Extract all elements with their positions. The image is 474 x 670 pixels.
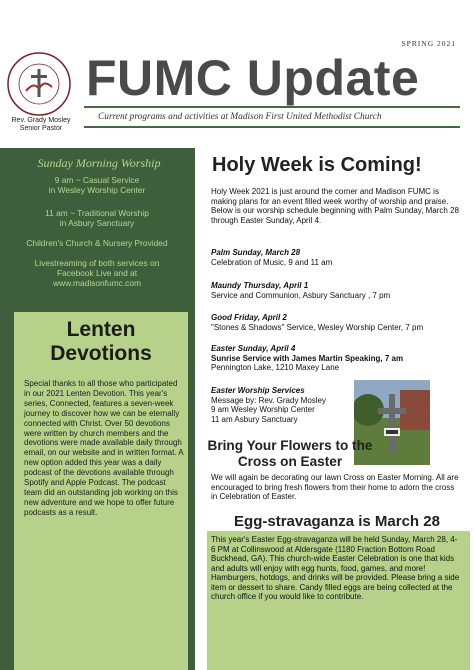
season-label: SPRING 2021 <box>401 39 456 48</box>
event-day: Palm Sunday, March 28 <box>211 248 301 257</box>
event-detail: Celebration of Music, 9 and 11 am <box>211 257 333 267</box>
tagline: Current programs and activities at Madison First United Methodist Church <box>98 112 382 122</box>
church-logo <box>6 51 72 117</box>
holy-week-intro: Holy Week 2021 is just around the corner and Madison FUMC is making plans for an event filled week worthy of worship and praise. Below is our worship schedule beginning with Palm Sunday, March 28 through Easter Sunday, April 4. <box>211 187 459 225</box>
header-rule-bottom <box>84 126 460 128</box>
event-day: Maundy Thursday, April 1 <box>211 281 309 290</box>
event-day: Easter Worship Services <box>211 386 305 395</box>
event-detail: Pennington Lake, 1210 Maxey Lane <box>211 363 340 372</box>
event-maundy-thursday <box>211 281 461 300</box>
worship-item: Livestreaming of both services on Facebook Live and at www.madisonfumc.com <box>34 258 160 288</box>
event-detail: Service and Communion, Asbury Sanctuary , 7 pm <box>211 290 391 300</box>
event-detail-bold: Sunrise Service with James Martin Speaking, 7 am <box>211 353 404 363</box>
event-good-friday <box>211 313 461 332</box>
lenten-body: Special thanks to all those who participated in our 2021 Lenten Devotion. This year's series, Connected, features a seven-week journey to discover how we can be eternally connected with Christ. Over 50 devotions were written by church members and the devotions were made available daily through email, on our website and in written format. A new option added this year was a daily podcast of the devotions available through Spotify and Apple Podcast. The podcast team did an outstanding job working on this new adventure and we hope to offer future podcasts as a result. <box>24 379 184 517</box>
worship-item: Children's Church & Nursery Provided <box>26 238 168 248</box>
worship-item: 9 am ~ Casual Service in Wesley Worship Center <box>48 175 146 195</box>
flowers-body: We will again be decorating our lawn Cross on Easter Morning. All are encouraged to bring fresh flowers from their home to adorn the cross in Celebration of Easter. <box>211 473 459 501</box>
event-detail: "Stones & Shadows" Service, Wesley Worship Center, 7 pm <box>211 322 424 332</box>
flowers-title: Bring Your Flowers to the Cross on Easter <box>207 438 373 469</box>
holy-week-title: Holy Week is Coming! <box>212 154 422 176</box>
lenten-title: Lenten Devotions <box>50 318 152 365</box>
page-title: FUMC Update <box>86 50 420 106</box>
header-rule-top <box>84 106 460 108</box>
pastor-title: Senior Pastor <box>19 125 63 132</box>
worship-item: 11 am ~ Traditional Worship in Asbury Sanctuary <box>45 208 149 228</box>
egg-body: This year's Easter Egg-stravaganza will be held Sunday, March 28, 4-6 PM at Collinswood at Aldersgate (1180 Fraction Bottom Road Buckhead, GA). This church-wide Easter Celebration is one that kids and adults will enjoy with egg hunts, food, games, and more! Hamburgers, hotdogs, and drinks will be provided. Please bring a side item or dessert to share. Candy filled eggs are being collected at the church office if you would like to contribute. <box>211 535 460 601</box>
event-easter-sunday <box>211 344 461 373</box>
pastor-name: Rev. Grady Mosley <box>11 117 71 124</box>
event-palm-sunday <box>211 248 461 267</box>
egg-title: Egg-stravaganza is March 28 <box>234 513 440 530</box>
worship-heading: Sunday Morning Worship <box>37 156 161 170</box>
event-detail: Message by: Rev. Grady Mosley 9 am Wesley Worship Center 11 am Asbury Sanctuary <box>211 395 327 424</box>
event-day: Good Friday, April 2 <box>211 313 287 322</box>
event-day: Easter Sunday, April 4 <box>211 344 296 353</box>
pastor-caption <box>2 117 80 133</box>
event-easter-services <box>211 386 351 424</box>
